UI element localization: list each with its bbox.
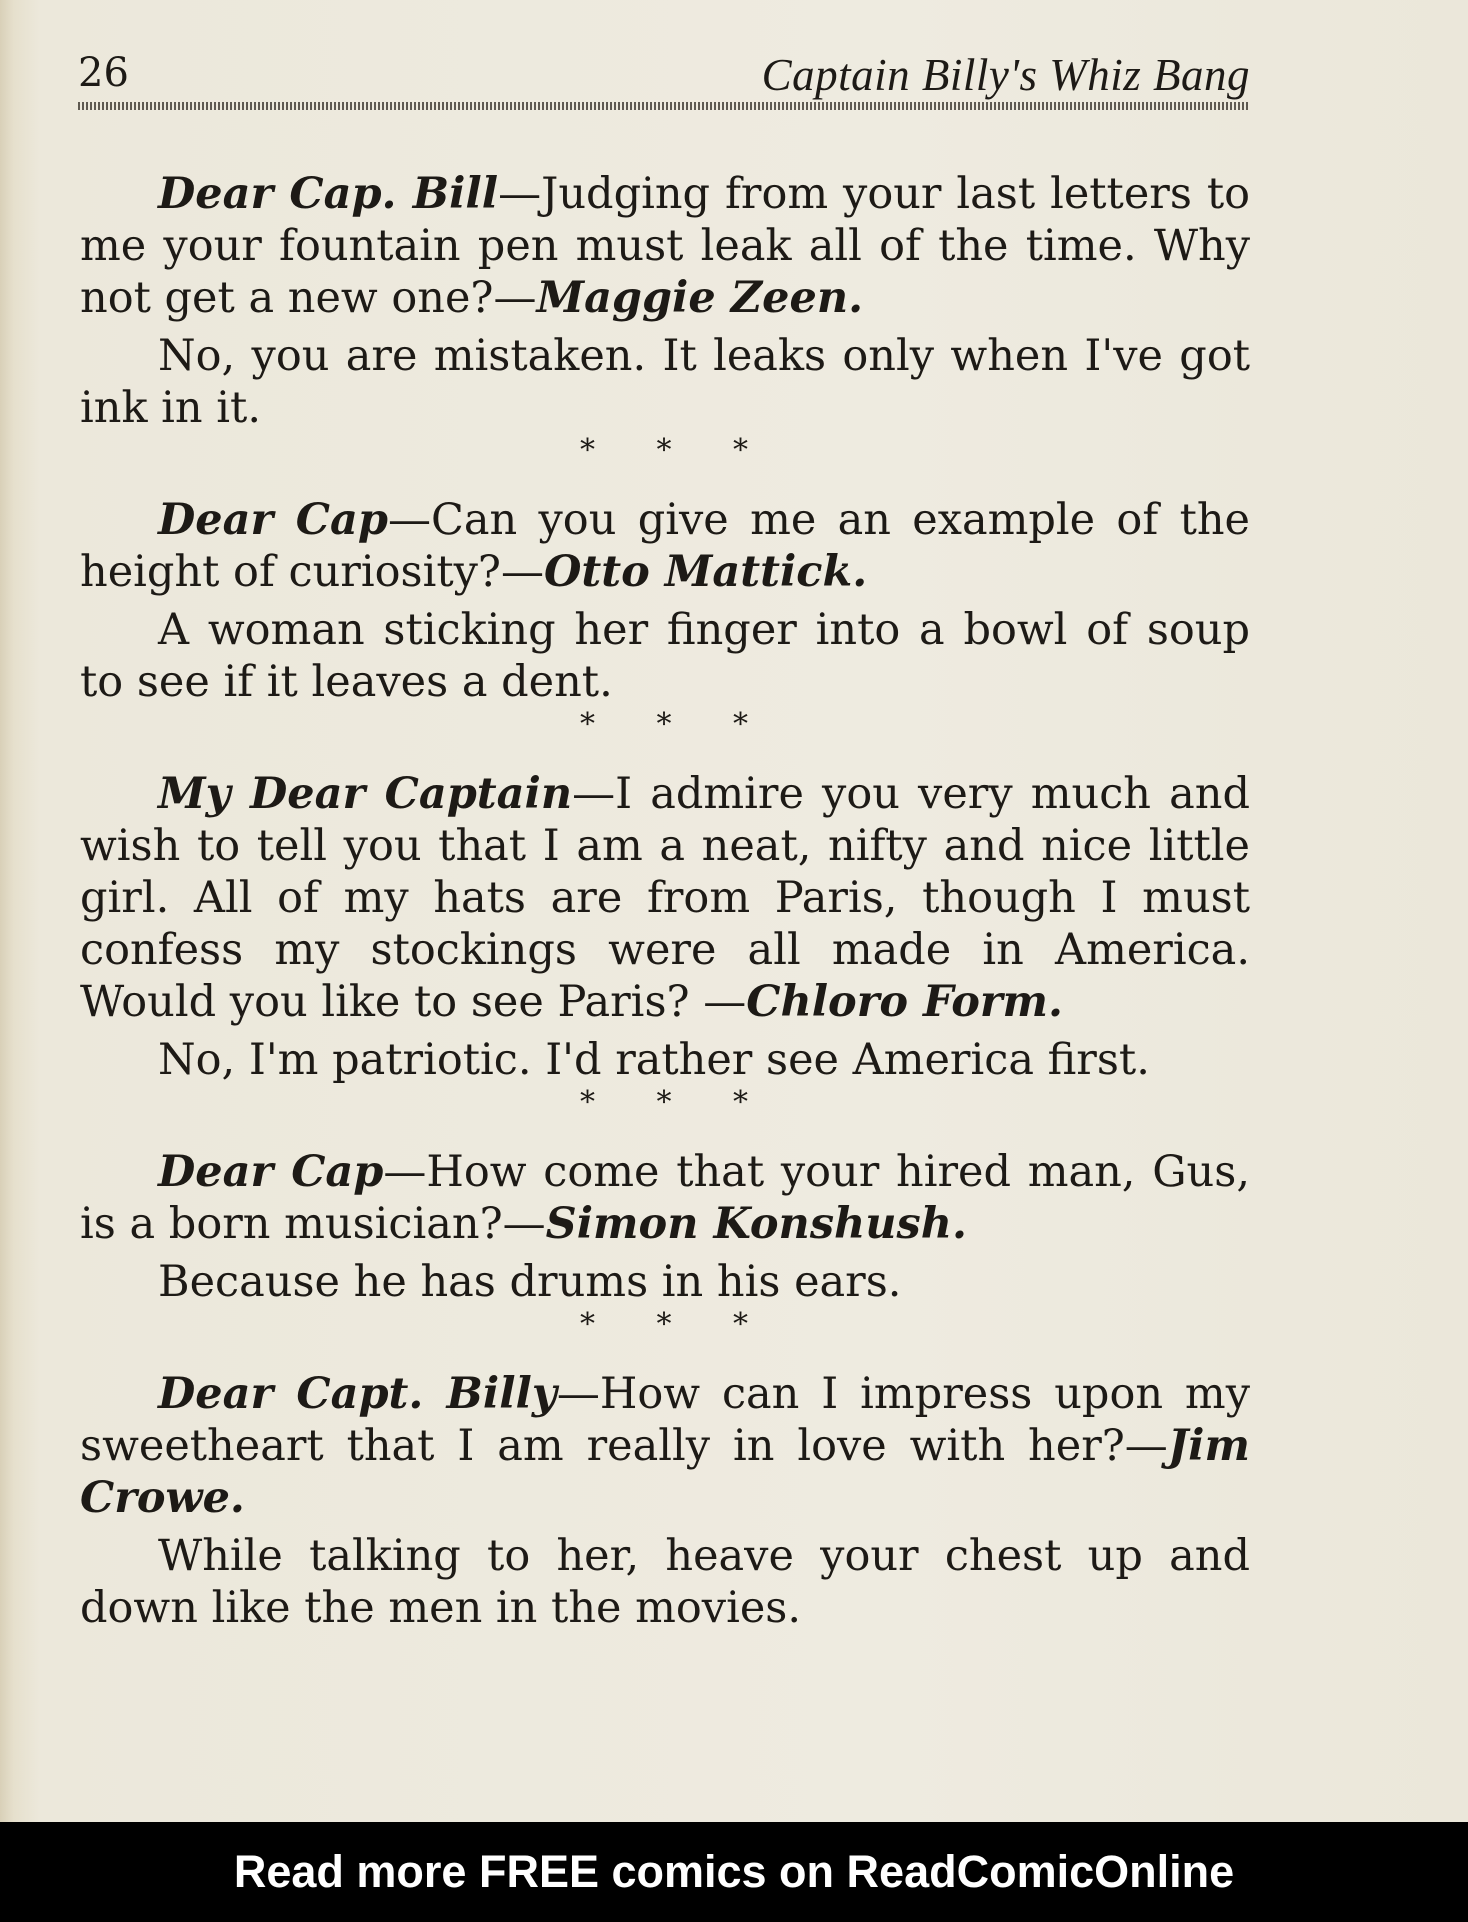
- header-rule: [78, 102, 1250, 110]
- letter-question: [80, 494, 1250, 598]
- letter-answer: A woman sticking her finger into a bowl of soup to see if it leaves a dent.: [80, 605, 1250, 707]
- section-separator: * * *: [579, 707, 775, 742]
- letter-salutation: Dear Cap: [158, 495, 388, 545]
- letter-signature: Maggie Zeen.: [536, 273, 864, 323]
- letter-answer: No, you are mistaken. It leaks only when I've got ink in it.: [80, 331, 1250, 433]
- letter-signature: Chloro Form.: [746, 977, 1064, 1027]
- letters-column: [80, 168, 1250, 1634]
- letter-answer: No, I'm patriotic. I'd rather see America first.: [158, 1035, 1150, 1085]
- letter-salutation: Dear Cap. Bill: [158, 169, 499, 219]
- letter-signature: Otto Mattick.: [543, 547, 868, 597]
- promo-banner[interactable]: Read more FREE comics on ReadComicOnline: [0, 1822, 1468, 1922]
- letter-4: [80, 1146, 1250, 1308]
- page-number: 26: [78, 50, 129, 96]
- running-title: Captain Billy's Whiz Bang: [761, 50, 1250, 100]
- letter-2: [80, 494, 1250, 708]
- letter-5: [80, 1368, 1250, 1634]
- page-header: [78, 48, 1250, 98]
- letter-1: [80, 168, 1250, 434]
- letter-question: [80, 1368, 1250, 1524]
- letter-salutation: My Dear Captain: [158, 769, 573, 819]
- letter-signature: Simon Konshush.: [545, 1199, 967, 1249]
- letter-body: —Judging from your last letters to me your fountain pen must leak all of the time. Why not get a new one?—: [80, 169, 1251, 323]
- letter-answer: While talking to her, heave your chest up and down like the men in the movies.: [80, 1531, 1250, 1633]
- letter-3: [80, 768, 1250, 1086]
- letter-body: —How can I impress upon my sweetheart that I am really in love with her?—: [80, 1369, 1250, 1471]
- letter-answer: Because he has drums in his ears.: [158, 1257, 902, 1307]
- letter-question: [80, 1146, 1250, 1250]
- letter-body: —I admire you very much and wish to tell you that I am a neat, nifty and nice little girl. All of my hats are from Paris, though I must confess my stockings were all made in America. Would you like to see Paris? —: [80, 769, 1250, 1027]
- letter-body: —How come that your hired man, Gus, is a born musician?—: [80, 1147, 1250, 1249]
- letter-salutation: Dear Capt. Billy: [158, 1369, 557, 1419]
- letter-body: —Can you give me an example of the height of curiosity?—: [80, 495, 1250, 597]
- letter-salutation: Dear Cap: [158, 1147, 384, 1197]
- section-separator: * * *: [579, 1085, 775, 1120]
- letter-question: [80, 168, 1250, 324]
- section-separator: * * *: [579, 433, 775, 468]
- letter-signature: Jim Crowe.: [80, 1421, 1250, 1523]
- section-separator: * * *: [579, 1307, 775, 1342]
- letter-question: [80, 768, 1250, 1028]
